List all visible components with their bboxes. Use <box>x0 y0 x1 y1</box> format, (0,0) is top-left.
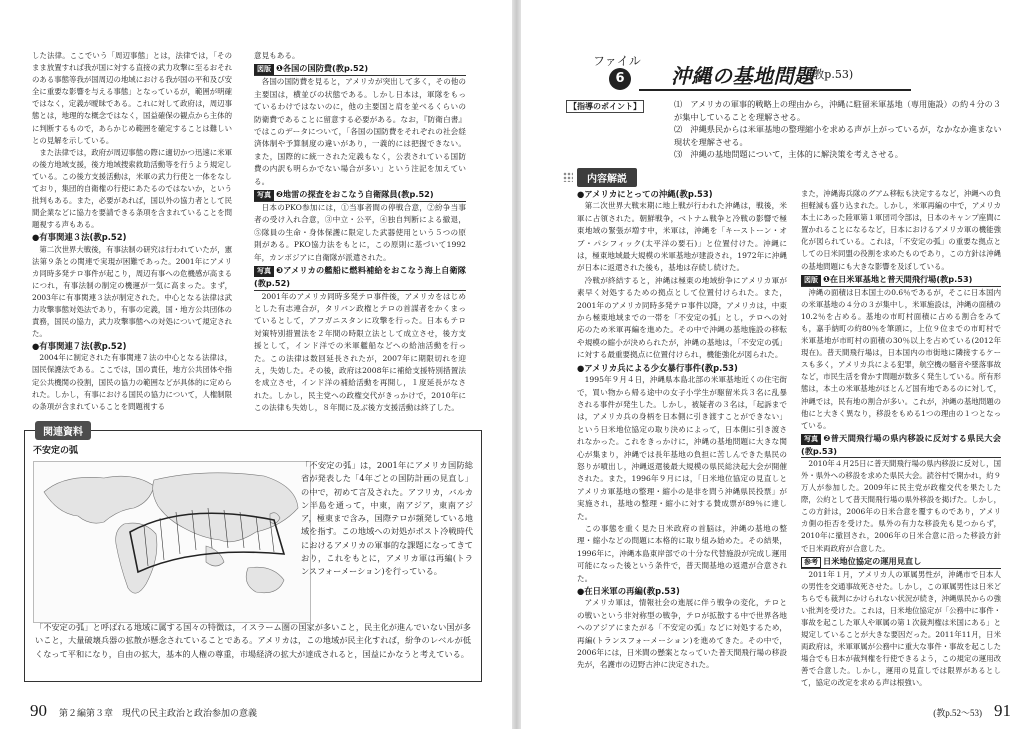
paragraph: 2001年のアメリカ同時多発テロ事件後，アメリカをはじめとした有志連合が，タリバン政権とテロの首謀者をかくまっているとして，アフガニスタンに攻撃を行った。日本もテロ対策特別措置法を２年間の時限立法として成立させ，後方支援として，インド洋での米軍艦船などへの給油活動を行った。この法律は数回延長されたが，2007年に期限切れを迎え，失効した。その後，政府は2008年に補給支援特別措置法を成立させ，インド洋の補給活動を再開し，１度延長がなされた。しかし，民主党への政権交代がきっかけで，2010年にこの法律も失効し，８年間に及ぶ後方支援活動は終了した。 <box>254 291 466 413</box>
figure-caption: ❶在日米軍基地と普天間飛行場(教p.53) <box>823 273 973 284</box>
left-column-2 <box>254 50 466 415</box>
paragraph: 2010年４月25日に普天間飛行場の県内移設に反対し，国外・県外への移設を求めた県民大会。読谷村で開かれ，約９万人が参加した。2009年に民主党が政権交代を果たした際，公約として普天間飛行場の県外移設を掲げた。しかし，この方針は，2006年の日米合意を覆すものであり，アメリカ側の拒否を受けた。県外の有力な移設先も見つからず，2010年に撤回され，2006年の日米合意に沿った移設方針で日米両政府が合意した。 <box>801 458 1001 553</box>
world-map-graphic <box>34 462 310 622</box>
paragraph: 第二次世界大戦後，有事法制の研究は行われていたが，憲法第９条との関連で実現が困難であった。2001年にアメリカ同時多発テロ事件が起こり，周辺有事への危機感が高まるにつれ，有事法制の制定の機運が一気に高まった。まず，2003年に有事関連３法が制定された。中心となる法律は武力攻撃事態対処法であり，有事の定義，国・地方公共団体の責務，国民の協力，武力攻撃事態への対処について規定された。 <box>32 244 232 339</box>
left-column-1 <box>32 50 232 413</box>
paragraph: 第二次世界大戦末期に地上戦が行われた沖縄は，戦後，米軍に占領された。朝鮮戦争，ベトナム戦争と冷戦の影響で極東地域の緊張が増す中，米軍は，沖縄を「キーストーン・オブ・パシフィック(太平洋の要石)」と位置付けた。沖縄には，極東地域最大規模の米軍基地が建設され，1972年に沖縄が日本に返還された後も，基地は存続し続けた。 <box>577 201 787 273</box>
figure-caption: ❸アメリカの艦船に燃料補給をおこなう海上自衛隊(教p.52) <box>254 265 466 289</box>
teaching-points-list <box>674 98 1004 161</box>
figure-type-tag: 図版 <box>801 275 821 286</box>
figure-type-tag: 図版 <box>254 64 274 75</box>
figure-type-tag: 写真 <box>801 434 821 445</box>
figure-heading <box>801 273 1001 287</box>
section-heading: ●アメリカにとっての沖縄(教p.53) <box>577 189 713 199</box>
chapter-footer: 第２編第３章 現代の民主政治と政治参加の意義 <box>59 708 258 718</box>
figure-heading <box>801 432 1001 458</box>
figure-type-tag: 写真 <box>254 266 274 277</box>
right-page <box>521 0 1033 729</box>
page-number-left: 90 <box>30 701 47 720</box>
related-materials-box <box>24 427 482 682</box>
figure-type-tag: 写真 <box>254 190 274 201</box>
figure-type-tag: 参考 <box>801 557 821 568</box>
related-materials-title: 関連資料 <box>35 421 91 440</box>
paragraph: 各国の国防費を見ると，アメリカが突出して多く，その他の主要国は，横並びの状態である。しかし日本は，軍隊をもっているわけではないのに，他の主要国と肩を並べるくらいの防衛費であることに留意する必要がある。なお，『防衛白書』ではこのデータについて，「各国の国防費をそれぞれの社会経済体制や予算制度の違いがあり，一義的には把握できない。また，国際的に統一された定義もなく，公表されている国防費の内訳も明らかでない場合が多い」という注記を加えている。 <box>254 77 466 186</box>
left-page <box>0 0 512 729</box>
map-description: 「不安定の弧」は，2001年にアメリカ国防総省が発表した「4年ごとの国防計画の見直し」の中で，初めて言及された。アフリカ，バルカン半島を通って，中東，南アジア，東南アジア，極東まで含み，国際テロが頻発している地域を指す。この地域への対処がポスト冷戦時代におけるアメリカの軍事的な課題になってきており，これをもとに，アメリカ軍は再編(トランスフォーメーション)を行っている。 <box>301 460 473 577</box>
paragraph: 日本のPKO参加には，①当事者間の停戦合意，②紛争当事者の受け入れ合意，③中立・公平，④独自判断による撤退，⑤隊員の生命・身体保護に限定した武器使用という５つの原則がある。PKO協力法をもとに，この原則に基づいて1992年，カンボジアに自衛隊が派遣された。 <box>254 203 466 262</box>
paragraph: 2011年１月，アメリカ人の軍属男性が，沖縄市で日本人の男性を交通事故死させた。しかし，この軍属男性は日米どちらでも裁判にかけられない状況が続き，沖縄県民からの強い批判を受けた。これは，日米地位協定が「公務中に事件・事故を起こした軍人や軍属の第１次裁判権は米国にある」と規定していることが大きな要因だった。2011年11月，日米両政府は，米軍軍属が公務中に重大な事件・事故を起こした場合でも日本が裁判権を行使できるよう，この規定の運用改善で合意した。しかし，運用の見直しでは限界があるとして，協定の改定を求める声は根強い。 <box>801 569 1001 688</box>
book-gutter <box>512 0 521 729</box>
section-heading: ●有事関連７法(教p.52) <box>32 341 127 352</box>
figure-heading <box>254 188 466 202</box>
figure-heading <box>254 62 466 76</box>
paragraph: この事態を重く見た日米政府の首脳は，沖縄の基地の整理・縮小などの問題に本格的に取り組み始めた。その結果，1996年に，沖縄本島東岸部での十分な代替施設が完成し運用可能になった後という条件で，普天間基地の返還が合意された。 <box>577 523 787 583</box>
paragraph: 2004年に制定された有事関連７法の中心となる法律は，国民保護法である。ここでは，国の責任，地方公共団体や指定公共機関の役割，国民の協力の範囲などが具体的に定められた。しかし，有事における国民の協力について，人権制限の条項が含まれていることを問題視する <box>32 353 232 411</box>
figure-heading <box>254 264 466 290</box>
heading-dots <box>563 172 573 182</box>
paragraph: また法律では，政府が周辺事態の際に適切かつ迅速に米軍の後方地域支援，後方地域捜索救助活動等を行うよう規定している。この後方支援活動は，米軍の武力行使と一体をなしており，集団的自衛権の行使にあたるのではないか，という批判もある。また，必要があれば，国以外の協力者として民間企業などに協力を要請できる条項を含まれていることを問題視する声もある。 <box>32 147 232 230</box>
file-label: ファイル <box>593 54 641 68</box>
paragraph: 沖縄の面積は日本国土の0.6％であるが，そこに日本国内の米軍基地の４分の３が集中し，米軍施設は，沖縄の面積の10.2％を占める。基地の市町村面積に占める割合をみても，嘉手納町の約80％を筆頭に，上位９位までの市町村で米軍基地が市町村の面積の30％以上を占めている(2012年現在)。普天間飛行場は，日本国内の市街地に隣接するケースも多く，アメリカ兵による犯罪，航空機の騒音や墜落事故など，市民生活を脅かす問題が数多く発生している。所有形態は，本土の米軍基地がほとんど国有地であるのに対して，沖縄では，民有地の割合が多い。これが，沖縄の基地問題の他にと大きく異なり，移設をもめる1つの理由の１つとなっている。 <box>801 287 1001 430</box>
arc-of-instability-map <box>33 461 311 623</box>
paragraph: アメリカ軍は，情報社会の進展に伴う戦争の変化，テロとの戦いという非対称型の戦争，テロが拡散する中で世界各地へのアジアにまたがる「不安定の弧」などに対処するため，再編(トランスフォーメーション)を進めてきた。その中で，2006年には，日米間の懸案となっていた普天間飛行場の移設先が，名護市の辺野古沖に決定された。 <box>577 598 787 670</box>
related-caption: 「不安定の弧」と呼ばれる地域に属する国々の特徴は，イスラーム圏の国家が多いこと，民主化が進んでいない国が多いこと，大量破壊兵器の拡散が懸念されていることである。アメリカは，この地域が民主化すれば，紛争のレベルが低くなって平和になり，自由の拡大，基本的人権の尊重，市場経済の拡大が達成されると，国益にかなうと考えている。 <box>35 622 471 659</box>
title-reference: (教p.53) <box>809 68 854 81</box>
section-heading: ●在日米軍の再編(教p.53) <box>577 586 680 596</box>
figure-heading <box>801 555 1001 569</box>
paragraph: また，沖縄海兵隊のグアム移転も決定するなど，沖縄への負担軽減も盛り込まれた。しかし，米軍再編の中で，アメリカ本土にあった陸軍第１軍団司令部は，日本のキャンプ座間に置かれることになるなど，日本におけるアメリカ軍の機能強化が図られている。これは，「不安定の弧」の重要な拠点としての日米同盟の役割を求めたものであり，この方針は沖縄の基地問題にも大きな影響を及ぼしている。 <box>801 189 1001 271</box>
content-explanation-heading: 内容解説 <box>577 168 637 187</box>
page-number-right: 91 <box>994 701 1011 720</box>
file-number-badge: 6 <box>609 68 631 90</box>
teaching-point: ⑵ 沖縄県民からは米軍基地の整理縮小を求める声が上がっているが，なかなか進まない現状を理解させる。 <box>674 124 1002 147</box>
title-underline <box>639 89 911 91</box>
figure-caption: 日米地位協定の運用見直し <box>823 555 922 566</box>
page-title: 沖縄の基地問題 <box>671 64 815 88</box>
teaching-point: ⑶ 沖縄の基地問題について，主体的に解決策を考えさせる。 <box>674 149 903 160</box>
paragraph: 冷戦が終結すると，沖縄は極東の地域紛争にアメリカ軍が素早く対処するための拠点として位置付けられた。また，2001年のアメリカ同時多発テロ事件以降，アメリカは，中東から極東地域までの一帯を「不安定の弧」とし，テロへの対応のため米軍再編を進めた。その中で沖縄の基地施設の移転や規模の縮小が決められたが，沖縄の基地は，「不安定の弧」に対する最重要拠点に位置付けられ，機能強化が図られた。 <box>577 275 787 360</box>
paragraph: した法律。ここでいう「周辺事態」とは，法律では，「そのまま放置すれば我が国に対する直接の武力攻撃に至るおそれのある事態等我が国周辺の地域における我が国の平和及び安全に重要な影響を与える事態」となっているが，範囲が明確ではなく，定義が曖昧である。これに対して政府は，周辺事態とは，地理的な概念ではなく，国益確保の観点から主体的に判断するもので，あらかじめ範囲を確定することは難しいとの見解を示している。 <box>32 51 232 145</box>
figure-caption: ❷普天間飛行場の県内移設に反対する県民大会(教p.53) <box>801 432 1001 456</box>
teaching-points-label: 【指導のポイント】 <box>566 100 644 113</box>
section-heading: ●アメリカ兵による少女暴行事件(教p.53) <box>577 362 738 373</box>
paragraph: 意見もある。 <box>254 51 300 60</box>
left-footer <box>30 701 257 721</box>
page-range-ref: (教p.52～53) <box>933 708 982 718</box>
map-title: 不安定の弧 <box>33 446 79 456</box>
section-heading: ●有事関連３法(教p.52) <box>32 232 127 243</box>
teaching-points <box>566 96 1002 162</box>
right-column-1 <box>577 188 787 672</box>
figure-caption: ❷地雷の探査をおこなう自衛隊員(教p.52) <box>276 189 434 200</box>
right-footer <box>933 701 1011 721</box>
figure-caption: ❶各国の国防費(教p.52) <box>276 63 369 74</box>
paragraph: 1995年９月４日，沖縄県本島北部の米軍基地近くの住宅街で，買い物から帰る途中の女子小学生が駆留米兵３名に乱暴される事件が発生した。しかし，被疑者の３名は，「起訴までは，アメリカ兵の身柄を日本側に引き渡すことができない」という日米地位協定の取り決めによって，日本側に引き渡されなかった。これをきっかけに，沖縄の基地問題に大きな関心が集まり，沖縄では長年基地の負担に苦しんできた県民の怒りが噴出し，沖縄返還後最大規模の県民総決起大会が開催された。また，1996年９月には，「日米地位協定の見直しとアメリカ軍基地の整理・縮小の是非を問う沖縄県民投票」が実施され，基地の整理・縮小に対する賛成票が89％に達した。 <box>577 375 787 521</box>
right-column-2 <box>801 188 1001 690</box>
teaching-point: ⑴ アメリカの軍事的戦略上の理由から，沖縄に駐留米軍基地（専用施設）の約４分の３が集中していることを理解させる。 <box>674 99 1001 122</box>
